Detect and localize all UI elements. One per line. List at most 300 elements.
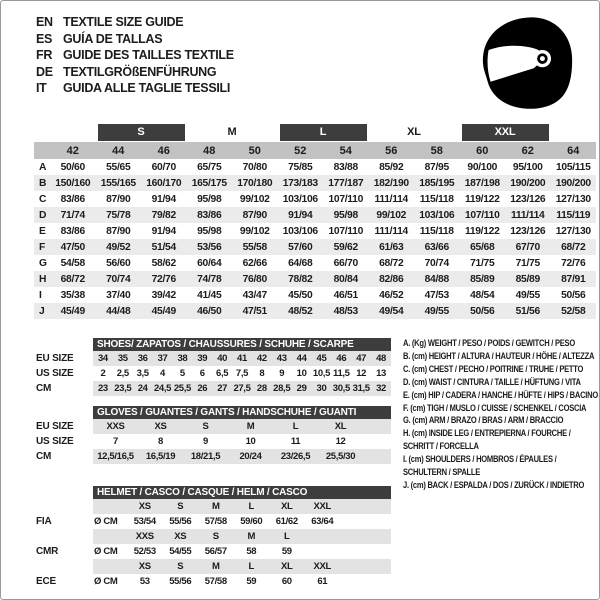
cell: 6,5 [216, 368, 229, 379]
cell: 44 [296, 353, 307, 364]
cell: 13 [376, 368, 386, 379]
cell: XXS [106, 421, 125, 432]
cell: 61 [317, 576, 328, 587]
cell: 105/115 [555, 161, 591, 173]
cell: 10 [296, 368, 307, 379]
cell: 7 [113, 436, 118, 447]
cell: 43/47 [242, 289, 267, 301]
cell: 55/65 [106, 161, 131, 173]
cell: M [246, 421, 255, 432]
cell: 91/94 [151, 193, 176, 205]
table-row [34, 303, 596, 319]
row-values [93, 351, 391, 366]
cell: 84/88 [424, 273, 449, 285]
legend-line: B. (cm) HEIGHT / ALTURA / HAUTEUR / HÖHE / ALTEZZA [403, 350, 595, 361]
cell: 190/200 [510, 177, 546, 189]
legend-line: A. (Kg) WEIGHT / PESO / POIDS / GEWITCH / PESO [403, 338, 575, 348]
spacer [36, 499, 93, 514]
table-row [36, 559, 391, 574]
table-row [36, 366, 391, 381]
cell: 48/54 [470, 289, 495, 301]
legend-line: SCHULTERN / SPALLE [403, 467, 481, 478]
cell: 177/187 [328, 177, 364, 189]
cell: 23/26,5 [280, 451, 311, 462]
cell: 68/72 [561, 241, 586, 253]
cell: 173/183 [282, 177, 318, 189]
legend-line: I. (cm) SHOULDERS / HOMBROS / ÉPAULES / [403, 454, 557, 465]
cell: 87/90 [106, 193, 131, 205]
row-values [93, 544, 391, 559]
cell: 30 [316, 383, 327, 394]
row-label: US SIZE [36, 436, 74, 447]
cell: 46/52 [379, 289, 404, 301]
legend-line: G. (cm) ARM / BRAZO / BRAS / ARM / BRACCIO [403, 415, 564, 426]
size-label: XL [281, 501, 293, 512]
cell: 115/118 [419, 193, 454, 205]
cell: 45 [316, 353, 327, 364]
cell: 187/198 [464, 177, 500, 189]
cell: 46/50 [197, 305, 222, 317]
cell: 91/94 [288, 209, 313, 221]
cell: 68/72 [379, 257, 404, 269]
cell: 75/78 [106, 209, 131, 221]
cell: 67/70 [515, 241, 540, 253]
cell: 60 [281, 576, 292, 587]
cell: 63/64 [311, 516, 334, 527]
cell: 71/75 [470, 257, 495, 269]
cell: 25,5/30 [325, 451, 356, 462]
cell: 47/50 [60, 241, 85, 253]
table-row [34, 271, 596, 287]
row-letter: B [39, 177, 47, 189]
size-number: 52 [294, 144, 307, 157]
cell: 74/78 [197, 273, 222, 285]
language-code: EN [36, 15, 53, 30]
cell: 35 [117, 353, 128, 364]
cell: 27,5 [233, 383, 251, 394]
cell: 9 [203, 436, 208, 447]
cell: 48/53 [333, 305, 358, 317]
row-letter: I [39, 289, 42, 301]
row-values [93, 514, 391, 529]
size-label: L [248, 501, 254, 512]
size-label: XS [174, 531, 187, 542]
cell: 185/195 [419, 177, 455, 189]
cell: 30,5 [332, 383, 350, 394]
language-code: ES [36, 31, 53, 46]
guide-title: GUIDA ALLE TAGLIE TESSILI [63, 81, 231, 96]
cell: 34 [97, 353, 108, 364]
cell: 8 [259, 368, 265, 379]
cell: 123/126 [510, 225, 546, 237]
cell: 11,5 [333, 368, 350, 379]
size-label: S [212, 531, 219, 542]
cell: 11 [290, 436, 301, 447]
language-row [36, 47, 234, 64]
table-row [34, 255, 596, 271]
table-row [34, 207, 596, 223]
cell: 119/122 [464, 225, 500, 237]
gloves-title-bar: GLOVES / GUANTES / GANTS / HANDSCHUHE / GUANTI [93, 406, 391, 419]
cell: 56/57 [204, 546, 227, 557]
cell: 31,5 [352, 383, 370, 394]
guide-title: GUIDE DES TAILLES TEXTILE [63, 48, 234, 63]
cell: 85/92 [379, 161, 404, 173]
language-row [36, 14, 234, 31]
row-values [93, 381, 391, 396]
size-group-label: XXL [462, 124, 549, 141]
cell: 160/170 [146, 177, 182, 189]
cell: 87/91 [561, 273, 586, 285]
language-code: FR [36, 48, 53, 63]
cell: 29 [296, 383, 307, 394]
row-values [93, 559, 391, 574]
table-row [36, 499, 391, 514]
cell: 182/190 [373, 177, 409, 189]
cell: 95/98 [197, 225, 222, 237]
cell: 48 [376, 353, 386, 364]
cell: 39 [197, 353, 208, 364]
size-number: 60 [476, 144, 489, 157]
size-label: L [284, 531, 290, 542]
cell: 79/82 [151, 209, 176, 221]
cell: 70/74 [106, 273, 131, 285]
size-number: 46 [157, 144, 170, 157]
unit-label: Ø CM [94, 516, 118, 527]
table-row [36, 574, 391, 589]
cell: 68/72 [60, 273, 85, 285]
cell: 12 [335, 436, 346, 447]
row-label: EU SIZE [36, 421, 74, 432]
row-letter: A [39, 161, 47, 173]
cell: 95/98 [333, 209, 358, 221]
size-label: S [177, 561, 184, 572]
row-values [93, 529, 391, 544]
table-row [34, 159, 596, 175]
cell: 37 [157, 353, 168, 364]
cell: 46/51 [333, 289, 358, 301]
cell: 64/68 [288, 257, 313, 269]
size-number: 42 [66, 144, 79, 157]
cell: 72/76 [151, 273, 176, 285]
cell: 111/114 [374, 193, 408, 205]
cell: 59 [246, 576, 257, 587]
cell: 24 [137, 383, 148, 394]
size-label: XXL [313, 561, 331, 572]
cell: 41/45 [197, 289, 222, 301]
cell: 55/58 [242, 241, 267, 253]
size-group-label: XL [407, 125, 421, 138]
cell: 72/76 [561, 257, 586, 269]
cell: 65/68 [470, 241, 495, 253]
cell: 62/66 [242, 257, 267, 269]
row-label: EU SIZE [36, 353, 74, 364]
table-row [36, 449, 391, 464]
cell: 35/38 [60, 289, 85, 301]
cell: 103/106 [419, 209, 455, 221]
cell: 123/126 [510, 193, 546, 205]
size-label: XS [138, 561, 151, 572]
cell: 60/64 [197, 257, 222, 269]
cell: 47/51 [242, 305, 267, 317]
table-row [36, 514, 391, 529]
helmet-body [36, 499, 391, 589]
cell: 59/60 [240, 516, 263, 527]
cell: 28,5 [273, 383, 291, 394]
gloves-table [36, 406, 391, 464]
size-number: 64 [567, 144, 580, 157]
table-row [34, 175, 596, 191]
cell: 53/56 [197, 241, 222, 253]
row-letter: F [39, 241, 45, 253]
cell: 28 [256, 383, 267, 394]
cell: 70/74 [424, 257, 449, 269]
cell: 99/102 [239, 225, 270, 237]
cell: 52/58 [561, 305, 586, 317]
cell: 55/56 [169, 576, 192, 587]
cell: 24,5 [153, 383, 172, 394]
guide-title: TEXTILE SIZE GUIDE [63, 15, 184, 30]
cell: 111/114 [511, 209, 545, 221]
cell: 91/94 [151, 225, 176, 237]
cell: 87/95 [424, 161, 449, 173]
cell: 2 [100, 368, 106, 379]
cell: 54/58 [60, 257, 85, 269]
size-label: L [248, 561, 254, 572]
cell: 107/110 [328, 193, 364, 205]
row-values [93, 574, 391, 589]
size-group-label: S [98, 124, 185, 141]
cell: 39/42 [151, 289, 176, 301]
cell: 165/175 [191, 177, 227, 189]
cell: 85/89 [470, 273, 495, 285]
table-row [36, 544, 391, 559]
cell: 83/86 [60, 193, 85, 205]
legend-line: E. (cm) HIP / CADERA / HANCHE / HÜFTE / HIPS / BACINO [403, 389, 598, 400]
cell: 99/102 [376, 209, 407, 221]
size-label: XXL [313, 501, 331, 512]
cell: 16,5/19 [145, 451, 176, 462]
cell: 107/110 [328, 225, 364, 237]
row-letter: J [39, 305, 45, 317]
textile-body [34, 159, 596, 319]
cell: 55/56 [169, 516, 192, 527]
cell: 95/100 [512, 161, 543, 173]
row-letter: E [39, 225, 46, 237]
cell: 25,5 [173, 383, 191, 394]
cell: 2,5 [116, 368, 129, 379]
row-values [93, 419, 391, 434]
cell: 41 [237, 353, 247, 364]
cell: 12,5/16,5 [97, 451, 134, 462]
cell: 58/62 [151, 257, 176, 269]
cell: 85/89 [515, 273, 540, 285]
spacer [36, 559, 93, 574]
cell: 83/86 [197, 209, 222, 221]
size-number: 48 [203, 144, 216, 157]
spacer [36, 529, 93, 544]
cell: 60/70 [151, 161, 176, 173]
cell: 6 [199, 368, 205, 379]
cell: 155/165 [100, 177, 136, 189]
cell: 57/60 [288, 241, 313, 253]
legend-line: H. (cm) INSIDE LEG / ENTREPIERNA / FOURCHE / [403, 428, 571, 439]
helmet-table [36, 486, 391, 589]
cell: 8 [158, 436, 163, 447]
cell: 9 [279, 368, 285, 379]
row-letter: G [39, 257, 47, 269]
guide-title: GUÍA DE TALLAS [63, 31, 163, 46]
cell: 27 [217, 383, 228, 394]
cell: 40 [217, 353, 228, 364]
cell: 63/66 [424, 241, 449, 253]
cell: 90/100 [467, 161, 498, 173]
row-values [93, 449, 391, 464]
cell: 59/62 [333, 241, 358, 253]
cell: 87/90 [106, 225, 131, 237]
cell: 43 [276, 353, 287, 364]
cell: 50/60 [60, 161, 85, 173]
cell: 47 [356, 353, 367, 364]
cell: 4 [160, 368, 165, 379]
size-number: 56 [385, 144, 398, 157]
cell: 54/55 [169, 546, 192, 557]
cell: 95/98 [197, 193, 222, 205]
cell: 23,5 [114, 383, 132, 394]
language-row [36, 31, 234, 48]
cell: 71/74 [60, 209, 85, 221]
language-row [36, 80, 234, 97]
size-number: 44 [112, 144, 125, 157]
cell: 78/82 [288, 273, 313, 285]
cell: 18/21,5 [190, 451, 221, 462]
cell: 115/119 [556, 209, 591, 221]
table-row [36, 529, 391, 544]
size-group-label: M [227, 125, 237, 138]
table-row [34, 287, 596, 303]
cell: 150/160 [55, 177, 91, 189]
cell: 83/88 [333, 161, 358, 173]
row-label: FIA [36, 516, 52, 527]
row-label: ECE [36, 576, 56, 587]
cell: 56/60 [106, 257, 131, 269]
shoes-body [36, 351, 391, 396]
cell: 80/84 [333, 273, 358, 285]
cell: 23 [97, 383, 108, 394]
cell: 26 [197, 383, 208, 394]
cell: 47/53 [424, 289, 449, 301]
cell: 61/62 [275, 516, 298, 527]
table-row [36, 434, 391, 449]
racing-helmet-icon [480, 14, 576, 111]
size-number-row [34, 142, 596, 159]
row-values [93, 499, 391, 514]
unit-label: Ø CM [94, 576, 118, 587]
cell: 127/130 [555, 225, 591, 237]
cell: 103/106 [282, 225, 318, 237]
table-row [34, 223, 596, 239]
cell: 65/75 [197, 161, 222, 173]
size-label: S [177, 501, 184, 512]
cell: 107/110 [464, 209, 500, 221]
legend-line: D. (cm) WAIST / CINTURA / TAILLE / HÜFTUNG / VITA [403, 376, 581, 387]
cell: 83/86 [60, 225, 85, 237]
size-label: M [247, 531, 256, 542]
table-row [36, 419, 391, 434]
size-label: XL [281, 561, 293, 572]
cell: 32 [376, 383, 386, 394]
size-number: 58 [430, 144, 443, 157]
cell: 5 [179, 368, 185, 379]
cell: 61/63 [379, 241, 404, 253]
guide-title: TEXTILGRÖßENFÜHRUNG [63, 64, 217, 79]
cell: 42 [256, 353, 267, 364]
cell: 190/200 [555, 177, 591, 189]
cell: 75/85 [288, 161, 313, 173]
measurement-legend [403, 337, 598, 492]
cell: 59 [281, 546, 292, 557]
cell: 170/180 [237, 177, 273, 189]
size-number: 54 [339, 144, 352, 157]
cell: 7,5 [235, 368, 249, 379]
cell: 58 [246, 546, 257, 557]
language-title-list [36, 14, 234, 97]
gloves-body [36, 419, 391, 464]
cell: 45/49 [151, 305, 176, 317]
cell: 119/122 [464, 193, 500, 205]
cell: XL [334, 421, 347, 432]
cell: 70/80 [242, 161, 267, 173]
cell: 99/102 [239, 193, 270, 205]
cell: 82/86 [379, 273, 404, 285]
cell: 45/49 [60, 305, 85, 317]
cell: 37/40 [106, 289, 131, 301]
table-row [34, 239, 596, 255]
textile-size-table [34, 122, 596, 319]
row-letter: D [39, 209, 47, 221]
shoes-title-bar: SHOES/ ZAPATOS / CHAUSSURES / SCHUHE / SCARPE [93, 338, 391, 351]
cell: 44/48 [106, 305, 131, 317]
legend-line: SCHRITT / FORCELLA [403, 441, 479, 452]
cell: 87/90 [242, 209, 267, 221]
cell: 115/118 [419, 225, 454, 237]
cell: 49/54 [379, 305, 404, 317]
cell: 36 [137, 353, 148, 364]
cell: 50/56 [561, 289, 586, 301]
cell: 57/58 [204, 516, 227, 527]
row-label: CM [36, 383, 52, 394]
cell: 52/53 [133, 546, 156, 557]
size-label: M [211, 561, 220, 572]
cell: 71/75 [515, 257, 540, 269]
unit-label: Ø CM [94, 546, 118, 557]
row-label: US SIZE [36, 368, 74, 379]
legend-line: J. (cm) BACK / ESPALDA / DOS / ZURÜCK / INDIETRO [403, 479, 585, 490]
size-group-label: L [280, 124, 367, 141]
cell: 50/56 [470, 305, 495, 317]
cell: S [202, 421, 209, 432]
size-letter-row [34, 122, 596, 142]
legend-line: F. (cm) TIGH / MUSLO / CUISSE / SCHENKEL / COSCIA [403, 402, 587, 413]
cell: 111/114 [374, 225, 408, 237]
cell: 66/70 [333, 257, 358, 269]
row-label: CMR [36, 546, 59, 557]
cell: 51/56 [515, 305, 540, 317]
cell: 57/58 [204, 576, 227, 587]
cell: XS [154, 421, 167, 432]
row-values [93, 366, 391, 381]
cell: 48/52 [288, 305, 313, 317]
